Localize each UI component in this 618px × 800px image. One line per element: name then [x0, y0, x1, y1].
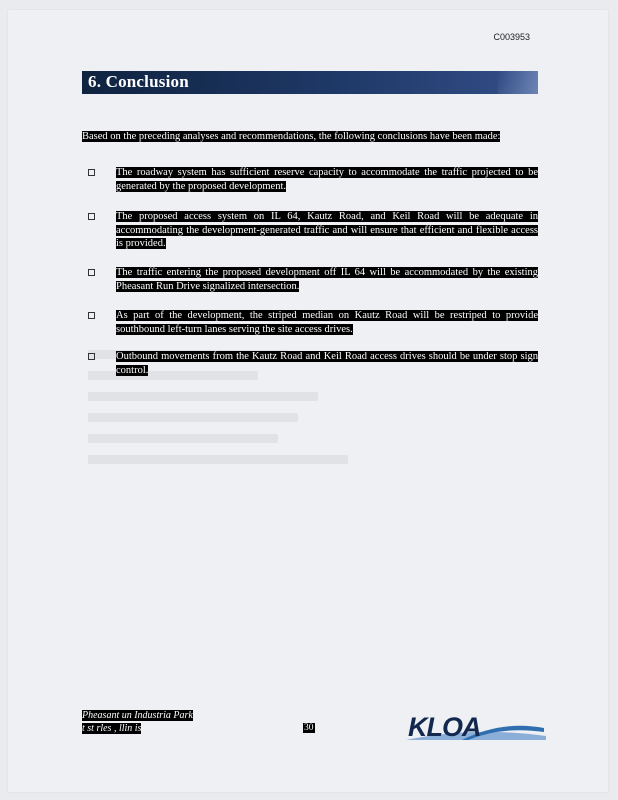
bullet-text: The traffic entering the proposed development off IL 64 will be accommodated by the existing Pheasant Run Drive signalized intersection.	[116, 267, 538, 292]
checkbox-bullet-icon	[88, 169, 95, 176]
intro-text: Based on the preceding analyses and recommendations, the following conclusions have been made:	[82, 131, 501, 142]
checkbox-bullet-icon	[88, 353, 95, 360]
document-id: C003953	[493, 32, 530, 42]
page-number: 30	[304, 723, 314, 733]
bullet-text: Outbound movements from the Kautz Road and Keil Road access drives should be under stop sign control.	[116, 351, 538, 376]
list-item	[82, 210, 538, 266]
svg-text:KLOA: KLOA	[408, 712, 481, 742]
list-item	[82, 166, 538, 210]
list-item	[82, 266, 538, 309]
section-title: 6. Conclusion	[88, 72, 189, 91]
footer-line-1: Pheasant un Industria Park	[82, 710, 193, 721]
footer-project-name	[82, 709, 222, 735]
list-item	[82, 309, 538, 350]
checkbox-bullet-icon	[88, 269, 95, 276]
section-header-bar	[82, 71, 538, 94]
checkbox-bullet-icon	[88, 312, 95, 319]
intro-paragraph	[82, 130, 538, 143]
bullet-text: The proposed access system on IL 64, Kautz Road, and Keil Road will be adequate in accommodating the development-generated traffic and will ensure that efficient and flexible access is provided.	[116, 211, 538, 249]
kloa-logo	[402, 706, 546, 742]
checkbox-bullet-icon	[88, 213, 95, 220]
bullet-text: The roadway system has sufficient reserve capacity to accommodate the traffic projected to be generated by the proposed development.	[116, 167, 538, 192]
header-bar-fade	[498, 71, 538, 94]
footer-line-2: t st rles , llin is	[82, 723, 142, 734]
bullet-text: As part of the development, the striped median on Kautz Road will be restriped to provide southbound left-turn lanes serving the site access drives.	[116, 310, 538, 335]
list-item	[82, 350, 538, 390]
conclusion-list	[82, 166, 538, 390]
document-page	[8, 10, 608, 792]
